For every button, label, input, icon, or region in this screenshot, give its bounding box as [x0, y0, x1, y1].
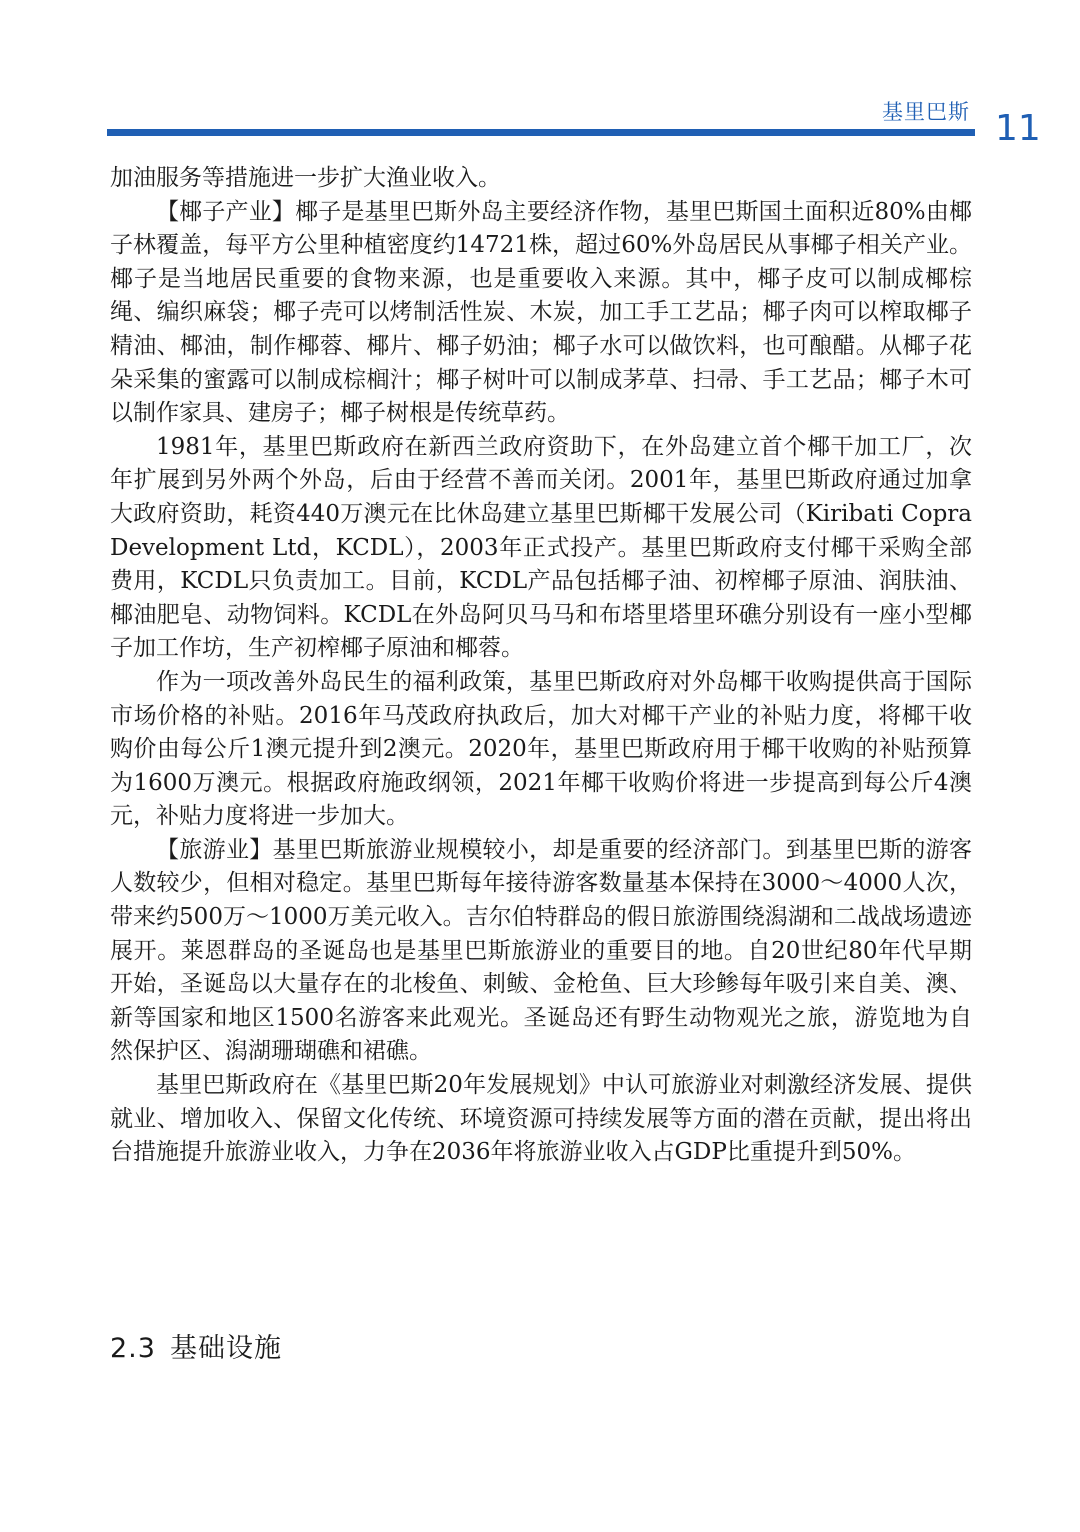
paragraph-lead: 【旅游业】	[156, 836, 273, 863]
running-title: 基里巴斯	[882, 100, 970, 124]
section-number: 2.3	[110, 1333, 156, 1364]
paragraph-text: 椰子是基里巴斯外岛主要经济作物，基里巴斯国土面积近80%由椰子林覆盖，每平方公里种植密度约14721株，超过60%外岛居民从事椰子相关产业。椰子是当地居民重要的食物来源，也是重要收入来源。其中，椰子皮可以制成椰棕绳、编织麻袋；椰子壳可以烤制活性炭、木炭，加工手工艺品；椰子肉可以榨取椰子精油、椰油，制作椰蓉、椰片、椰子奶油；椰子水可以做饮料，也可酿醋。从椰子花朵采集的蜜露可以制成棕榈汁；椰子树叶可以制成茅草、扫帚、手工艺品；椰子木可以制作家具、建房子；椰子树根是传统草药。	[110, 198, 973, 427]
paragraph-continuation	[110, 162, 972, 196]
paragraph-text: 作为一项改善外岛民生的福利政策，基里巴斯政府对外岛椰干收购提供高于国际市场价格的补贴。2016年马茂政府执政后，加大对椰干产业的补贴力度，将椰干收购价由每公斤1澳元提升到2澳元。2020年，基里巴斯政府用于椰干收购的补贴预算为1600万澳元。根据政府施政纲领，2021年椰干收购价将进一步提高到每公斤4澳元，补贴力度将进一步加大。	[110, 668, 972, 830]
paragraph-coconut-industry	[110, 196, 972, 431]
section-heading	[110, 1326, 282, 1365]
header-rule	[107, 129, 975, 136]
paragraph-tourism-plan	[110, 1069, 972, 1170]
paragraph-lead: 【椰子产业】	[156, 198, 296, 225]
paragraph-text: 1981年，基里巴斯政府在新西兰政府资助下，在外岛建立首个椰干加工厂，次年扩展到另外两个外岛，后由于经营不善而关闭。2001年，基里巴斯政府通过加拿大政府资助，耗资440万澳元在比休岛建立基里巴斯椰干发展公司（Kiribati Copra Development Ltd，KCDL），2003年正式投产。基里巴斯政府支付椰干采购全部费用，KCDL只负责加工。目前，KCDL产品包括椰子油、初榨椰子原油、润肤油、椰油肥皂、动物饲料。KCDL在外岛阿贝马马和布塔里塔里环礁分别设有一座小型椰子加工作坊，生产初榨椰子原油和椰蓉。	[110, 433, 972, 662]
paragraph-copra-subsidy	[110, 666, 972, 834]
paragraph-text: 加油服务等措施进一步扩大渔业收入。	[110, 165, 501, 191]
body-text	[110, 162, 972, 1170]
paragraph-text: 基里巴斯政府在《基里巴斯20年发展规划》中认可旅游业对刺激经济发展、提供就业、增加收入、保留文化传统、环境资源可持续发展等方面的潜在贡献，提出将出台措施提升旅游业收入，力争在2036年将旅游业收入占GDP比重提升到50%。	[110, 1072, 972, 1166]
paragraph-tourism	[110, 834, 972, 1069]
paragraph-copra-history	[110, 431, 972, 666]
page-number: 11	[995, 108, 1041, 149]
section-title: 基础设施	[169, 1333, 282, 1364]
paragraph-text: 基里巴斯旅游业规模较小，却是重要的经济部门。到基里巴斯的游客人数较少，但相对稳定。基里巴斯每年接待游客数量基本保持在3000～4000人次，带来约500万～1000万美元收入。吉尔伯特群岛的假日旅游围绕潟湖和二战战场遗迹展开。莱恩群岛的圣诞岛也是基里巴斯旅游业的重要目的地。自20世纪80年代早期开始，圣诞岛以大量存在的北梭鱼、刺鲅、金枪鱼、巨大珍鲹每年吸引来自美、澳、新等国家和地区1500名游客来此观光。圣诞岛还有野生动物观光之旅，游览地为自然保护区、潟湖珊瑚礁和裙礁。	[110, 836, 973, 1065]
